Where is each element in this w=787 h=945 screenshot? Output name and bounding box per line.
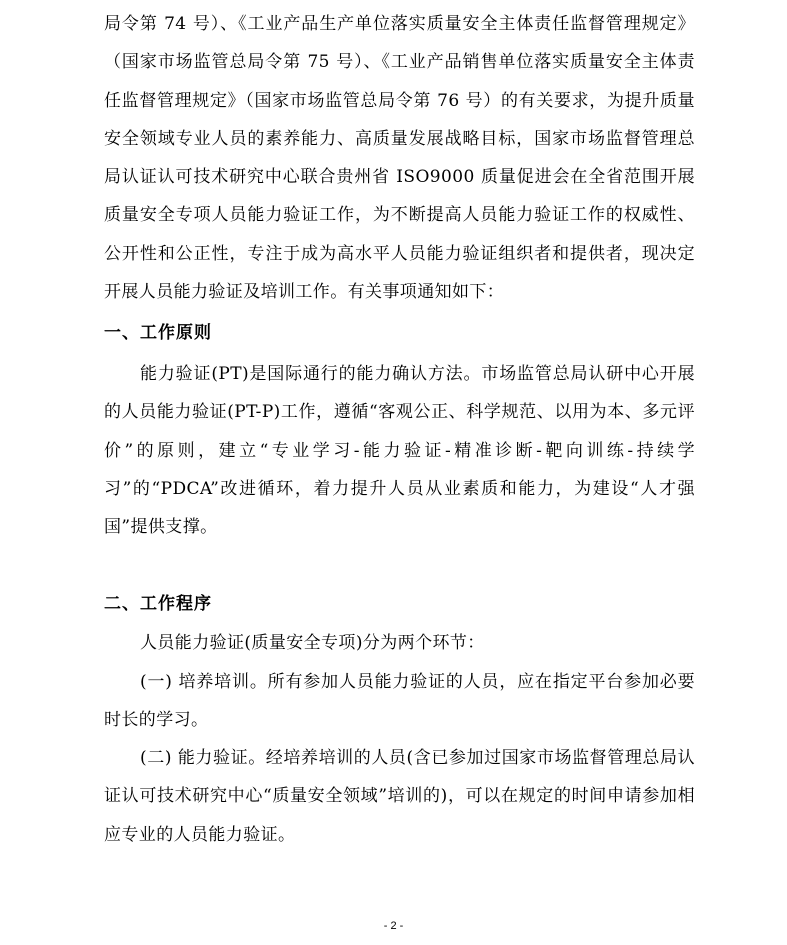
page-number: - 2 -: [383, 920, 404, 932]
section2-intro: 人员能力验证(质量安全专项)分为两个环节：: [140, 633, 485, 653]
section2-item-training: (一) 培养培训。所有参加人员能力验证的人员，应在指定平台参加必要时长的学习。: [104, 672, 695, 731]
section-heading-work-procedure: 二、工作程序: [104, 594, 212, 614]
section1-paragraph: 能力验证(PT)是国际通行的能力确认方法。市场监管总局认研中心开展的人员能力验证(PT-P)工作，遵循“客观公正、科学规范、以用为本、多元评价”的原则，建立“专业学习-能力验证-精准诊断-靶向训练-持续学习”的“PDCA”改进循环，着力提升人员从业素质和能力，为建设“人才强国”提供支撑。: [104, 364, 695, 538]
section-heading-work-principles: 一、工作原则: [104, 323, 212, 343]
intro-paragraph: 局令第 74 号）、《工业产品生产单位落实质量安全主体责任监督管理规定》（国家市场监管总局令第 75 号）、《工业产品销售单位落实质量安全主体责任监督管理规定》（国家市场监管总局令第 76 号）的有关要求，为提升质量安全领域专业人员的素养能力、高质量发展战略目标，国家市场监督管理总局认证认可技术研究中心联合贵州省 ISO9000 质量促进会在全省范围开展质量安全专项人员能力验证工作，为不断提高人员能力验证工作的权威性、公开性和公正性，专注于成为高水平人员能力验证组织者和提供者，现决定开展人员能力验证及培训工作。有关事项通知如下：: [104, 14, 695, 303]
section2-item-verification: (二) 能力验证。经培养培训的人员(含已参加过国家市场监督管理总局认证认可技术研究中心“质量安全领域”培训的)，可以在规定的时间申请参加相应专业的人员能力验证。: [104, 748, 695, 845]
